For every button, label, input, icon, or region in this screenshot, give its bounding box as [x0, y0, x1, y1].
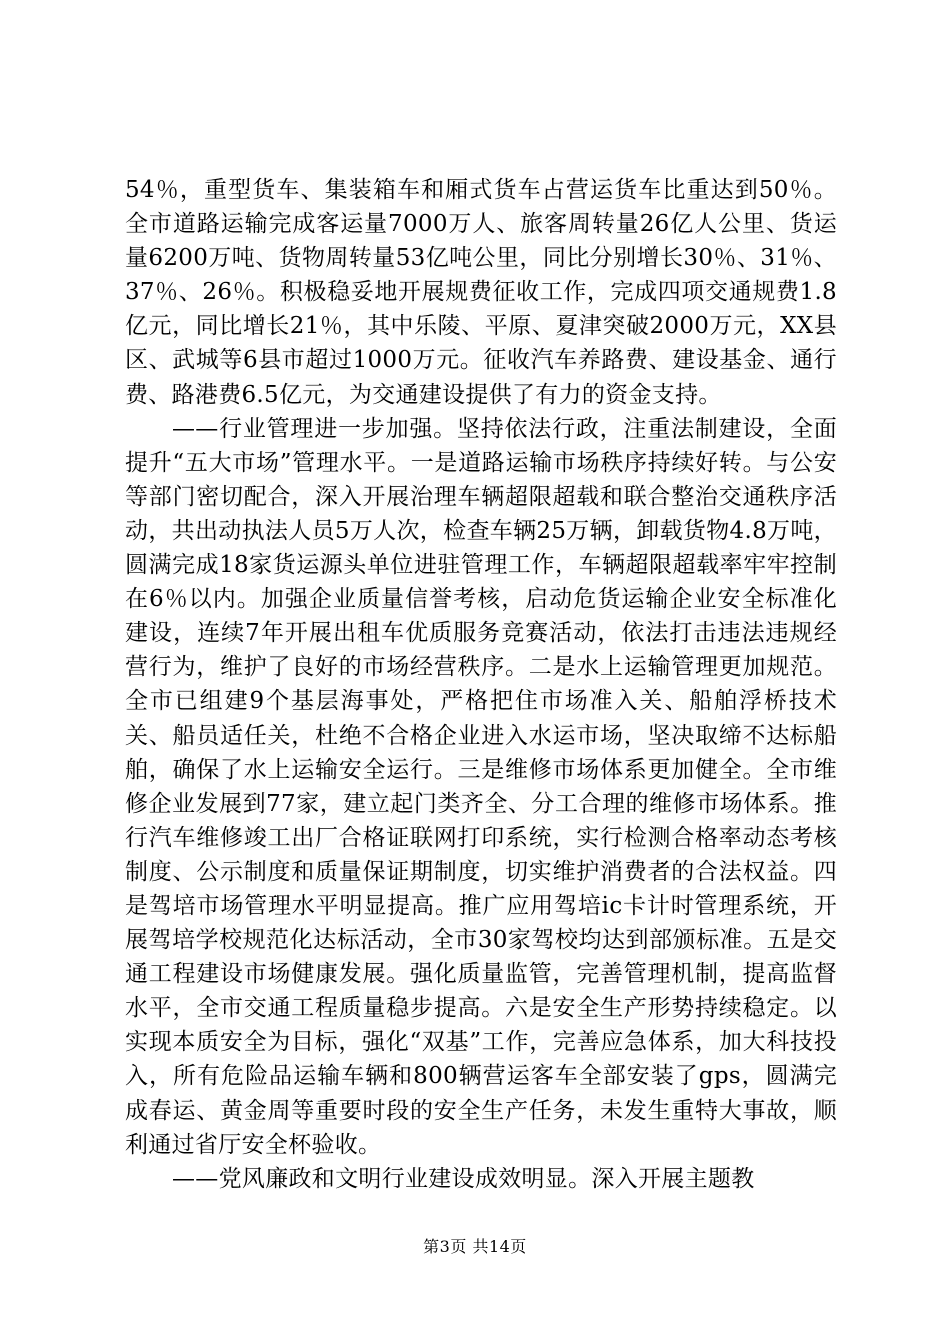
paragraph-revenue-and-fees: 54％，重型货车、集装箱车和厢式货车占营运货车比重达到50％。全市道路运输完成客运量7000万人、旅客周转量26亿人公里、货运量6200万吨、货物周转量53亿吨公里，同比分别增长30％、31％、37％、26％。积极稳妥地开展规费征收工作，完成四项交通规费1.8亿元，同比增长21％，其中乐陵、平原、夏津突破2000万元，XX县区、武城等6县市超过1000万元。征收汽车养路费、建设基金、通行费、路港费6.5亿元，为交通建设提供了有力的资金支持。: [125, 177, 837, 408]
document-body: [125, 173, 837, 1196]
paragraph-industry-management: ——行业管理进一步加强。坚持依法行政，注重法制建设，全面提升“五大市场”管理水平。一是道路运输市场秩序持续好转。与公安等部门密切配合，深入开展治理车辆超限超载和联合整治交通秩序活动，共出动执法人员5万人次，检查车辆25万辆，卸载货物4.8万吨，圆满完成18家货运源头单位进驻管理工作，车辆超限超载率牢牢控制在6％以内。加强企业质量信誉考核，启动危货运输企业安全标准化建设，连续7年开展出租车优质服务竞赛活动，依法打击违法违规经营行为，维护了良好的市场经营秩序。二是水上运输管理更加规范。全市已组建9个基层海事处，严格把住市场准入关、船舶浮桥技术关、船员适任关，杜绝不合格企业进入水运市场，坚决取缔不达标船舶，确保了水上运输安全运行。三是维修市场体系更加健全。全市维修企业发展到77家，建立起门类齐全、分工合理的维修市场体系。推行汽车维修竣工出厂合格证联网打印系统，实行检测合格率动态考核制度、公示制度和质量保证期制度，切实维护消费者的合法权益。四是驾培市场管理水平明显提高。推广应用驾培ic卡计时管理系统，开展驾培学校规范化达标活动，全市30家驾校均达到部颁标准。五是交通工程建设市场健康发展。强化质量监管，完善管理机制，提高监督水平，全市交通工程质量稳步提高。六是安全生产形势持续稳定。以实现本质安全为目标，强化“双基”工作，完善应急体系，加大科技投入，所有危险品运输车辆和800辆营运客车全部安装了gps，圆满完成春运、黄金周等重要时段的安全生产任务，未发生重特大事故，顺利通过省厅安全杯验收。: [125, 415, 837, 1158]
paragraph-party-conduct: ——党风廉政和文明行业建设成效明显。深入开展主题教: [172, 1165, 755, 1192]
page-number-footer: 第3页 共14页: [423, 1237, 527, 1256]
